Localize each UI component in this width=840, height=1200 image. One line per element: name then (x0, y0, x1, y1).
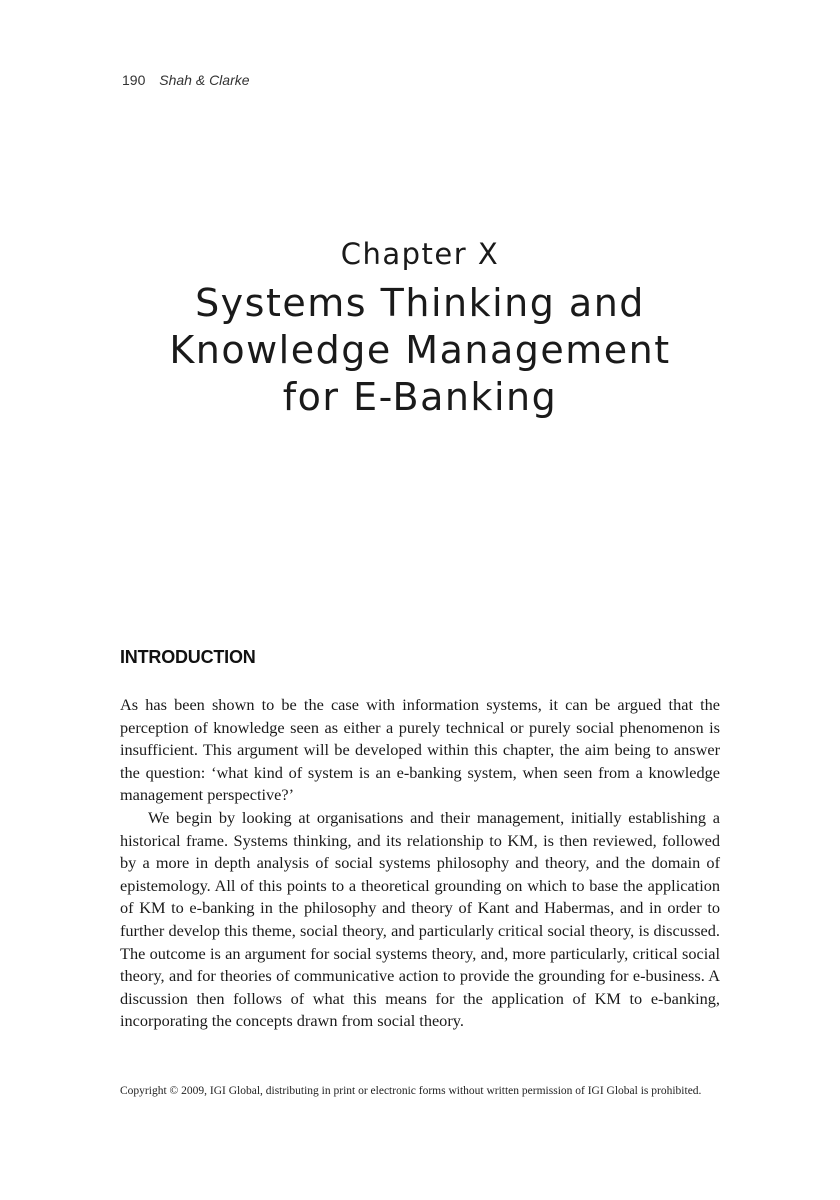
chapter-title-line: Systems Thinking and (195, 281, 645, 325)
chapter-label: Chapter X (340, 237, 500, 271)
body-paragraph: We begin by looking at organisations and their management, initially establishing a historical frame. Systems thinking, and its relationship to KM, is then reviewed, followed by a more in depth analysis of social systems philosophy and theory, and the domain of epistemology. All of this points to a theoretical grounding on which to base the application of KM to e-banking in the philosophy and theory of Kant and Habermas, and in order to further develop this theme, social theory, and particularly critical social theory, is discussed. The outcome is an argument for social systems theory, and, more particularly, critical social theory, and for theories of communicative action to provide the grounding for e-business. A discussion then follows of what this means for the application of KM to e-banking, incorporating the concepts drawn from social theory. (120, 807, 720, 1031)
running-head (122, 72, 250, 88)
copyright-notice: Copyright © 2009, IGI Global, distributing in print or electronic forms without written permission of IGI Global is prohibited. (120, 1085, 702, 1097)
chapter-title-line: for E-Banking (282, 375, 558, 419)
chapter-heading-block (0, 234, 840, 421)
chapter-title-line: Knowledge Management (169, 328, 671, 372)
body-text (120, 694, 720, 1033)
section-heading: INTRODUCTION (120, 647, 256, 667)
chapter-title (0, 280, 840, 421)
running-head-authors: Shah & Clarke (159, 72, 250, 88)
page-number: 190 (122, 72, 146, 88)
body-paragraph: As has been shown to be the case with information systems, it can be argued that the perception of knowledge seen as either a purely technical or purely social phenomenon is insufficient. This argument will be developed within this chapter, the aim being to answer the question: ‘what kind of system is an e-banking system, when seen from a knowledge management perspective?’ (120, 695, 720, 805)
